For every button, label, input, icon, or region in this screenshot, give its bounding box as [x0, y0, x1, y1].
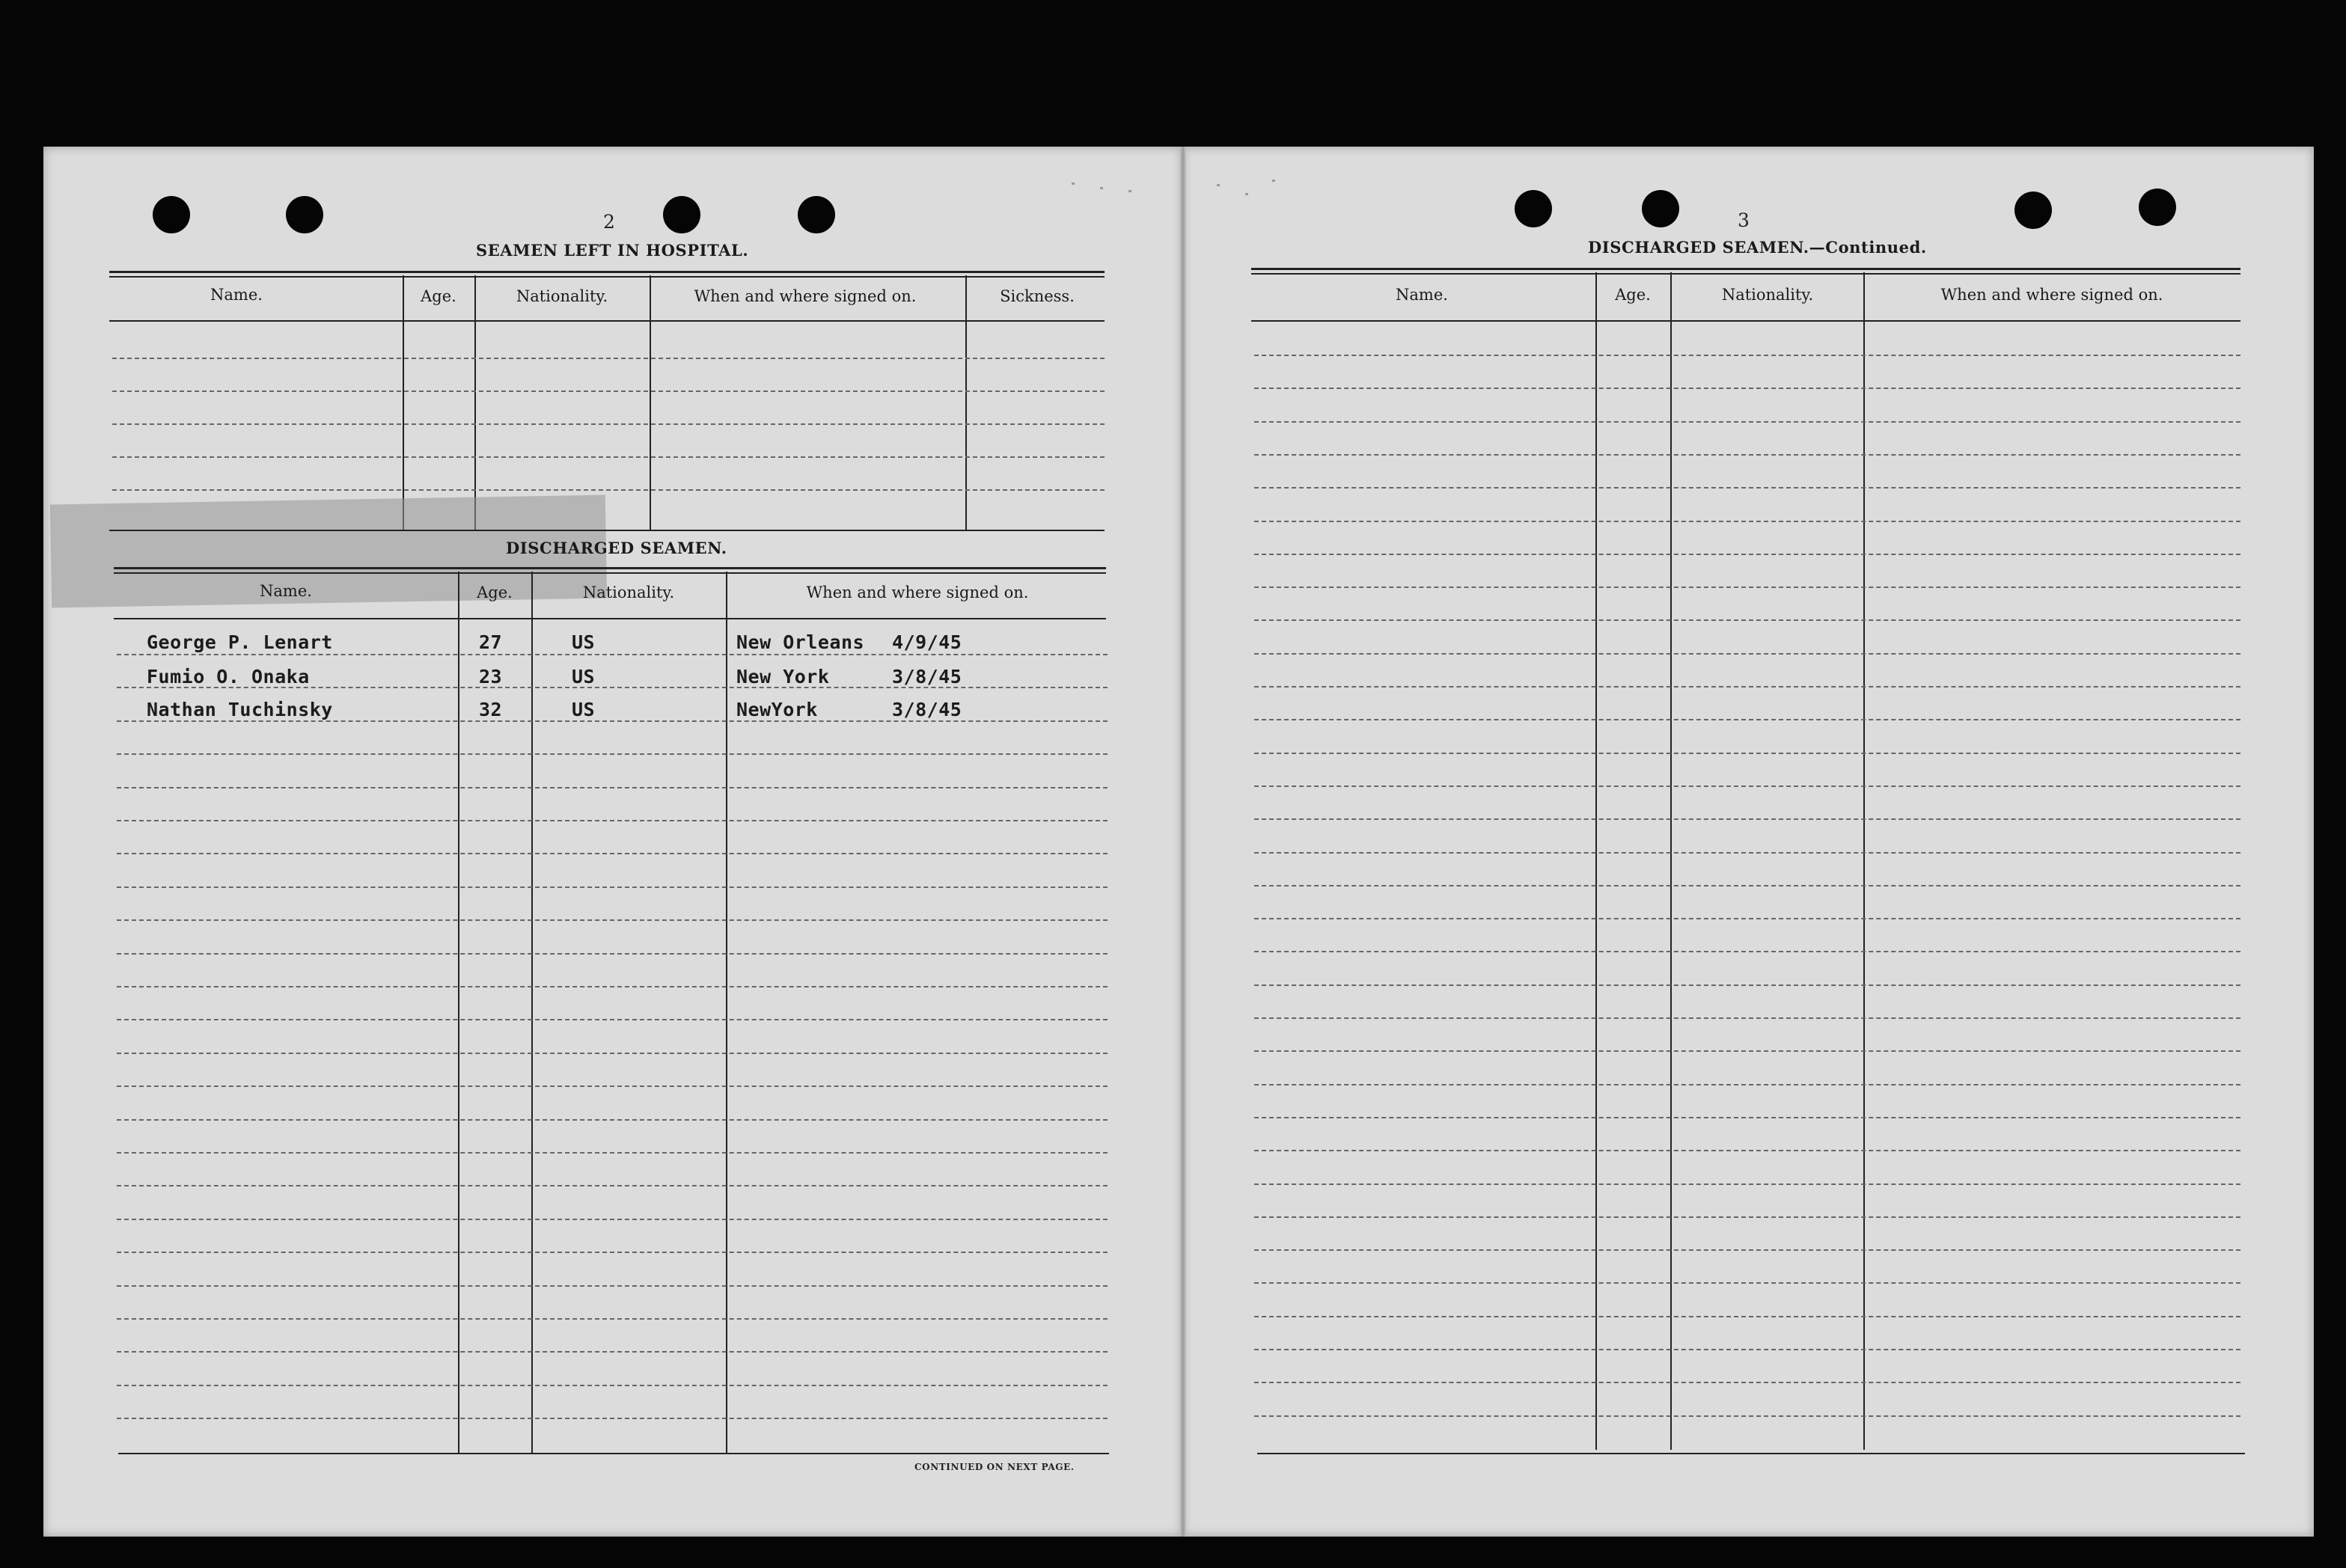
- header-bottom-rule: [109, 320, 1105, 322]
- ruled-line: [1254, 1349, 2240, 1350]
- table-bottom-rule: [1257, 1453, 2245, 1454]
- column-header: Sickness.: [1000, 287, 1075, 305]
- column-header: Nationality.: [1721, 286, 1814, 304]
- paper-speck: [1245, 193, 1248, 195]
- signed-on-date: 3/8/45: [892, 666, 962, 687]
- page-number: 3: [1738, 209, 1750, 231]
- ruled-line: [117, 1185, 1108, 1186]
- column-header: Nationality.: [582, 584, 675, 601]
- column-divider: [458, 572, 459, 1453]
- ruled-line: [1254, 918, 2240, 919]
- ruled-line: [1254, 984, 2240, 986]
- punch-hole: [2014, 192, 2052, 229]
- ruled-line: [1254, 1050, 2240, 1052]
- title-suffix: —Continued.: [1809, 238, 1927, 257]
- seaman-age: 23: [479, 666, 503, 687]
- column-header: When and where signed on.: [806, 584, 1029, 601]
- column-divider: [1670, 272, 1672, 1450]
- ruled-line: [117, 853, 1108, 854]
- ruled-line: [1254, 852, 2240, 854]
- title-text: DISCHARGED SEAMEN.: [1588, 238, 1809, 257]
- ruled-line: [112, 391, 1105, 392]
- ruled-line: [117, 1219, 1108, 1220]
- ruled-line: [117, 820, 1108, 821]
- ruled-line: [117, 1053, 1108, 1054]
- header-bottom-rule: [114, 618, 1106, 619]
- ruled-line: [1254, 1117, 2240, 1118]
- paper-speck: [1217, 184, 1220, 186]
- ruled-line: [117, 919, 1108, 921]
- ruled-line: [117, 1385, 1108, 1386]
- punch-hole: [798, 196, 835, 233]
- signed-on-date: 4/9/45: [892, 631, 962, 653]
- section-bottom-rule: [109, 530, 1105, 531]
- ruled-line: [1254, 753, 2240, 754]
- paper-speck: [1100, 187, 1103, 189]
- page-number: 2: [603, 211, 615, 233]
- column-divider: [965, 275, 967, 530]
- section-title-hospital: SEAMEN LEFT IN HOSPITAL.: [476, 241, 749, 260]
- seaman-name: Nathan Tuchinsky: [147, 699, 333, 720]
- ruled-line: [1254, 719, 2240, 720]
- ruled-line: [117, 1152, 1108, 1154]
- ruled-line: [1254, 1415, 2240, 1417]
- ruled-line: [112, 456, 1105, 458]
- seaman-name: Fumio O. Onaka: [147, 666, 310, 687]
- signed-on-place: New Orleans: [736, 631, 865, 653]
- paper-speck: [1128, 190, 1131, 192]
- column-header: Age.: [421, 287, 456, 305]
- column-header: Nationality.: [516, 287, 608, 305]
- table-top-rule: [114, 572, 1106, 574]
- ruled-line: [1254, 388, 2240, 389]
- ruled-line: [1254, 1017, 2240, 1019]
- ruled-line: [1254, 454, 2240, 456]
- ruled-line: [117, 720, 1108, 722]
- section-title-discharged: DISCHARGED SEAMEN.: [506, 539, 727, 557]
- ruled-line: [1254, 686, 2240, 687]
- ruled-line: [112, 358, 1105, 359]
- punch-hole: [1642, 190, 1679, 227]
- column-header: Name.: [210, 286, 263, 304]
- punch-hole: [286, 196, 323, 233]
- punch-hole: [2139, 189, 2176, 226]
- column-header: Age.: [477, 584, 513, 601]
- table-top-rule: [1251, 273, 2240, 275]
- column-divider: [403, 275, 404, 530]
- left-page: [43, 147, 1182, 1537]
- punch-hole: [663, 196, 700, 233]
- seaman-age: 32: [479, 699, 503, 720]
- ruled-line: [1254, 487, 2240, 489]
- ruled-line: [117, 654, 1108, 655]
- column-divider: [474, 275, 476, 530]
- table-top-rule: [114, 567, 1106, 569]
- ruled-line: [1254, 1282, 2240, 1284]
- ruled-line: [112, 423, 1105, 425]
- column-divider: [531, 572, 533, 1453]
- ruled-line: [1254, 355, 2240, 356]
- ruled-line: [1254, 1183, 2240, 1185]
- ruled-line: [117, 953, 1108, 955]
- ruled-line: [1254, 1382, 2240, 1383]
- signed-on-place: New York: [736, 666, 830, 687]
- ruled-line: [1254, 653, 2240, 655]
- seaman-nationality: US: [572, 666, 596, 687]
- signed-on-place: NewYork: [736, 699, 818, 720]
- ruled-line: [1254, 1084, 2240, 1085]
- column-header: When and where signed on.: [694, 287, 917, 305]
- ruled-line: [1254, 554, 2240, 555]
- column-header: Age.: [1615, 286, 1651, 304]
- ruled-line: [1254, 818, 2240, 820]
- ruled-line: [117, 1019, 1108, 1020]
- ruled-line: [1254, 1249, 2240, 1251]
- punch-hole: [153, 196, 190, 233]
- section-title-discharged-continued: [1588, 238, 1927, 257]
- table-top-rule: [1251, 268, 2240, 270]
- table-bottom-rule: [118, 1453, 1109, 1454]
- ruled-line: [117, 1085, 1108, 1087]
- seaman-name: George P. Lenart: [147, 631, 333, 653]
- ruled-line: [1254, 421, 2240, 423]
- column-divider: [1595, 272, 1597, 1450]
- page-spine: [1180, 147, 1186, 1537]
- column-header: When and where signed on.: [1940, 286, 2163, 304]
- ruled-line: [117, 986, 1108, 987]
- ruled-line: [112, 489, 1105, 491]
- ruled-line: [117, 1418, 1108, 1419]
- paper-speck: [1272, 180, 1275, 182]
- table-top-rule: [109, 276, 1105, 278]
- ruled-line: [1254, 785, 2240, 787]
- ruled-line: [117, 753, 1108, 755]
- continued-note: CONTINUED ON NEXT PAGE.: [914, 1462, 1075, 1472]
- ruled-line: [117, 787, 1108, 788]
- seaman-nationality: US: [572, 699, 596, 720]
- paper-speck: [1072, 183, 1075, 185]
- ruled-line: [117, 1351, 1108, 1353]
- column-divider: [650, 275, 651, 530]
- ruled-line: [117, 1119, 1108, 1121]
- ruled-line: [1254, 885, 2240, 886]
- ruled-line: [1254, 1316, 2240, 1317]
- column-divider: [726, 572, 727, 1453]
- ruled-line: [1254, 1216, 2240, 1218]
- ruled-line: [117, 1318, 1108, 1320]
- ruled-line: [1254, 619, 2240, 621]
- ruled-line: [117, 886, 1108, 888]
- ruled-line: [1254, 587, 2240, 588]
- seaman-nationality: US: [572, 631, 596, 653]
- column-header: Name.: [1396, 286, 1448, 304]
- header-bottom-rule: [1251, 320, 2240, 322]
- ruled-line: [117, 1285, 1108, 1287]
- ruled-line: [117, 1252, 1108, 1253]
- seaman-age: 27: [479, 631, 503, 653]
- table-top-rule: [109, 271, 1105, 273]
- column-header: Name.: [260, 582, 312, 600]
- column-divider: [1863, 272, 1865, 1450]
- ruled-line: [1254, 521, 2240, 522]
- ruled-line: [1254, 1150, 2240, 1151]
- ruled-line: [1254, 951, 2240, 952]
- signed-on-date: 3/8/45: [892, 699, 962, 720]
- punch-hole: [1515, 190, 1552, 227]
